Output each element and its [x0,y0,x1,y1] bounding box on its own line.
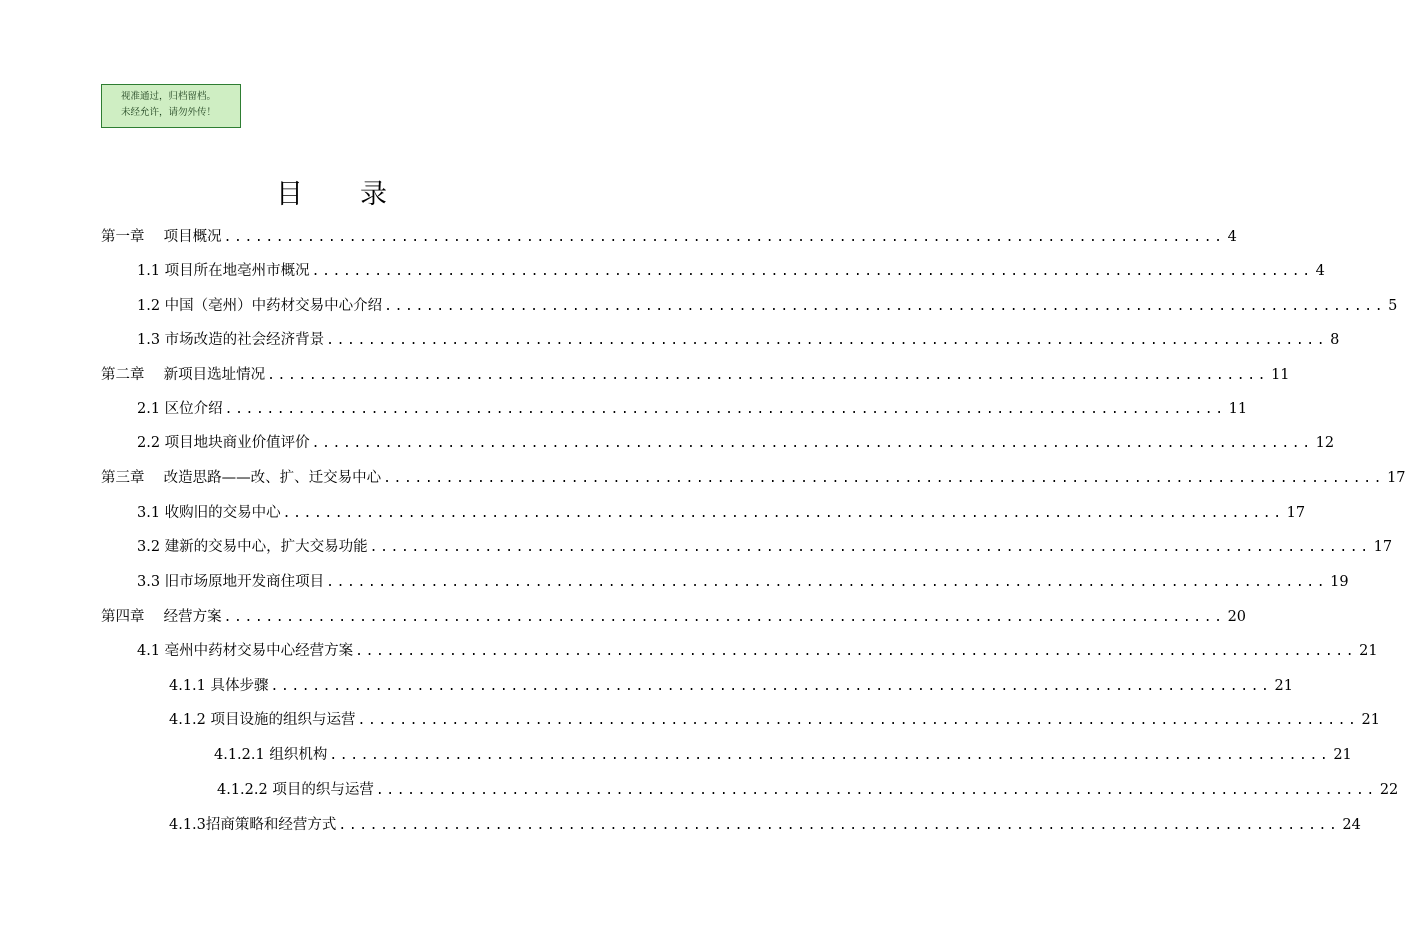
toc-leader-dots: ................................................................................................ [311,264,1313,279]
toc-leader-dots: ................................................................................................ [270,679,1272,694]
toc-entry-page: 5 [1388,298,1398,314]
toc-entry-label: 3.3 旧市场原地开发商住项目 [137,574,325,590]
toc-entry-page: 4 [1315,263,1325,279]
title-char-1: 目 [276,179,303,210]
toc-entry-label: 3.1 收购旧的交易中心 [137,505,281,521]
title-char-2: 录 [360,179,387,210]
toc-entry-label: 1.1 项目所在地亳州市概况 [137,263,310,279]
toc-entry-label: 第三章 改造思路——改、扩、迁交易中心 [101,470,382,486]
toc-leader-dots: ................................................................................................ [282,506,1284,521]
toc-entry-page: 11 [1228,401,1248,417]
toc-entry-page: 21 [1333,747,1352,763]
toc-leader-dots: ................................................................................................ [311,436,1313,451]
toc-entry-label: 4.1.2.2 项目的织与运营 [217,782,374,798]
toc-entry[interactable] [217,779,1399,801]
toc-leader-dots: ................................................................................................ [223,610,1225,625]
toc-entry-label: 2.1 区位介绍 [137,401,223,417]
toc-entry-page: 17 [1373,539,1393,555]
toc-leader-dots: ................................................................................................ [267,368,1269,383]
toc-leader-dots: ................................................................................................ [369,540,1371,555]
toc-entry-page: 24 [1342,817,1361,833]
toc-entry[interactable] [137,432,1335,454]
toc-entry[interactable] [137,398,1248,420]
toc-entry[interactable] [137,329,1340,351]
toc-entry-label: 1.2 中国（亳州）中药材交易中心介绍 [137,298,383,314]
toc-entry-label: 4.1.2.1 组织机构 [214,747,328,763]
toc-entry[interactable] [137,260,1325,282]
toc-leader-dots: ................................................................................................ [326,333,1328,348]
toc-entry[interactable] [137,571,1349,593]
toc-leader-dots: ................................................................................................ [224,402,1226,417]
confidentiality-notice [101,84,241,128]
toc-entry-page: 17 [1286,505,1306,521]
toc-leader-dots: ................................................................................................ [383,471,1385,486]
notice-line-1: 视准通过，归档留档。 [121,91,217,102]
toc-entry-label: 第二章 新项目选址情况 [101,367,266,383]
toc-entry-label: 4.1.3招商策略和经营方式 [169,817,337,833]
toc-entry-page: 22 [1379,782,1399,798]
toc-entry[interactable] [214,744,1352,766]
toc-entry-label: 第一章 项目概况 [101,229,222,245]
toc-entry[interactable] [101,467,1406,489]
toc-entry-label: 1.3 市场改造的社会经济背景 [137,332,325,348]
toc-leader-dots: ................................................................................................ [223,230,1225,245]
notice-line-2: 未经允许，请勿外传！ [121,107,217,118]
toc-entry-label: 2.2 项目地块商业价值评价 [137,435,310,451]
toc-entry-label: 4.1 亳州中药材交易中心经营方案 [137,643,354,659]
toc-entry-page: 20 [1227,609,1247,625]
toc-leader-dots: ................................................................................................ [329,748,1331,763]
toc-entry-page: 21 [1359,643,1378,659]
toc-entry[interactable] [101,606,1247,628]
toc-entry-page: 4 [1227,229,1237,245]
toc-entry[interactable] [169,675,1293,697]
toc-entry-label: 4.1.2 项目设施的组织与运营 [169,712,356,728]
toc-entry[interactable] [137,640,1378,662]
toc-entry[interactable] [101,364,1290,386]
toc-entry-label: 3.2 建新的交易中心，扩大交易功能 [137,539,368,555]
toc-entry[interactable] [101,226,1237,248]
toc-entry[interactable] [137,536,1393,558]
toc-entry-label: 4.1.1 具体步骤 [169,678,269,694]
toc-entry-page: 11 [1271,367,1290,383]
toc-entry-page: 12 [1315,435,1335,451]
toc-entry-page: 21 [1274,678,1293,694]
toc-entry-page: 17 [1387,470,1406,486]
toc-leader-dots: ................................................................................................ [326,575,1328,590]
toc-leader-dots: ................................................................................................ [384,299,1386,314]
toc-leader-dots: ................................................................................................ [338,818,1340,833]
toc-entry-label: 第四章 经营方案 [101,609,222,625]
toc-entry-page: 21 [1361,712,1380,728]
toc-entry[interactable] [137,295,1398,317]
toc-entry[interactable] [169,814,1361,836]
toc-entry-page: 8 [1330,332,1340,348]
toc-entry[interactable] [169,709,1380,731]
toc-leader-dots: ................................................................................................ [355,644,1357,659]
toc-leader-dots: ................................................................................................ [375,783,1377,798]
toc-entry[interactable] [137,502,1306,524]
toc-leader-dots: ................................................................................................ [357,713,1359,728]
toc-entry-page: 19 [1330,574,1349,590]
